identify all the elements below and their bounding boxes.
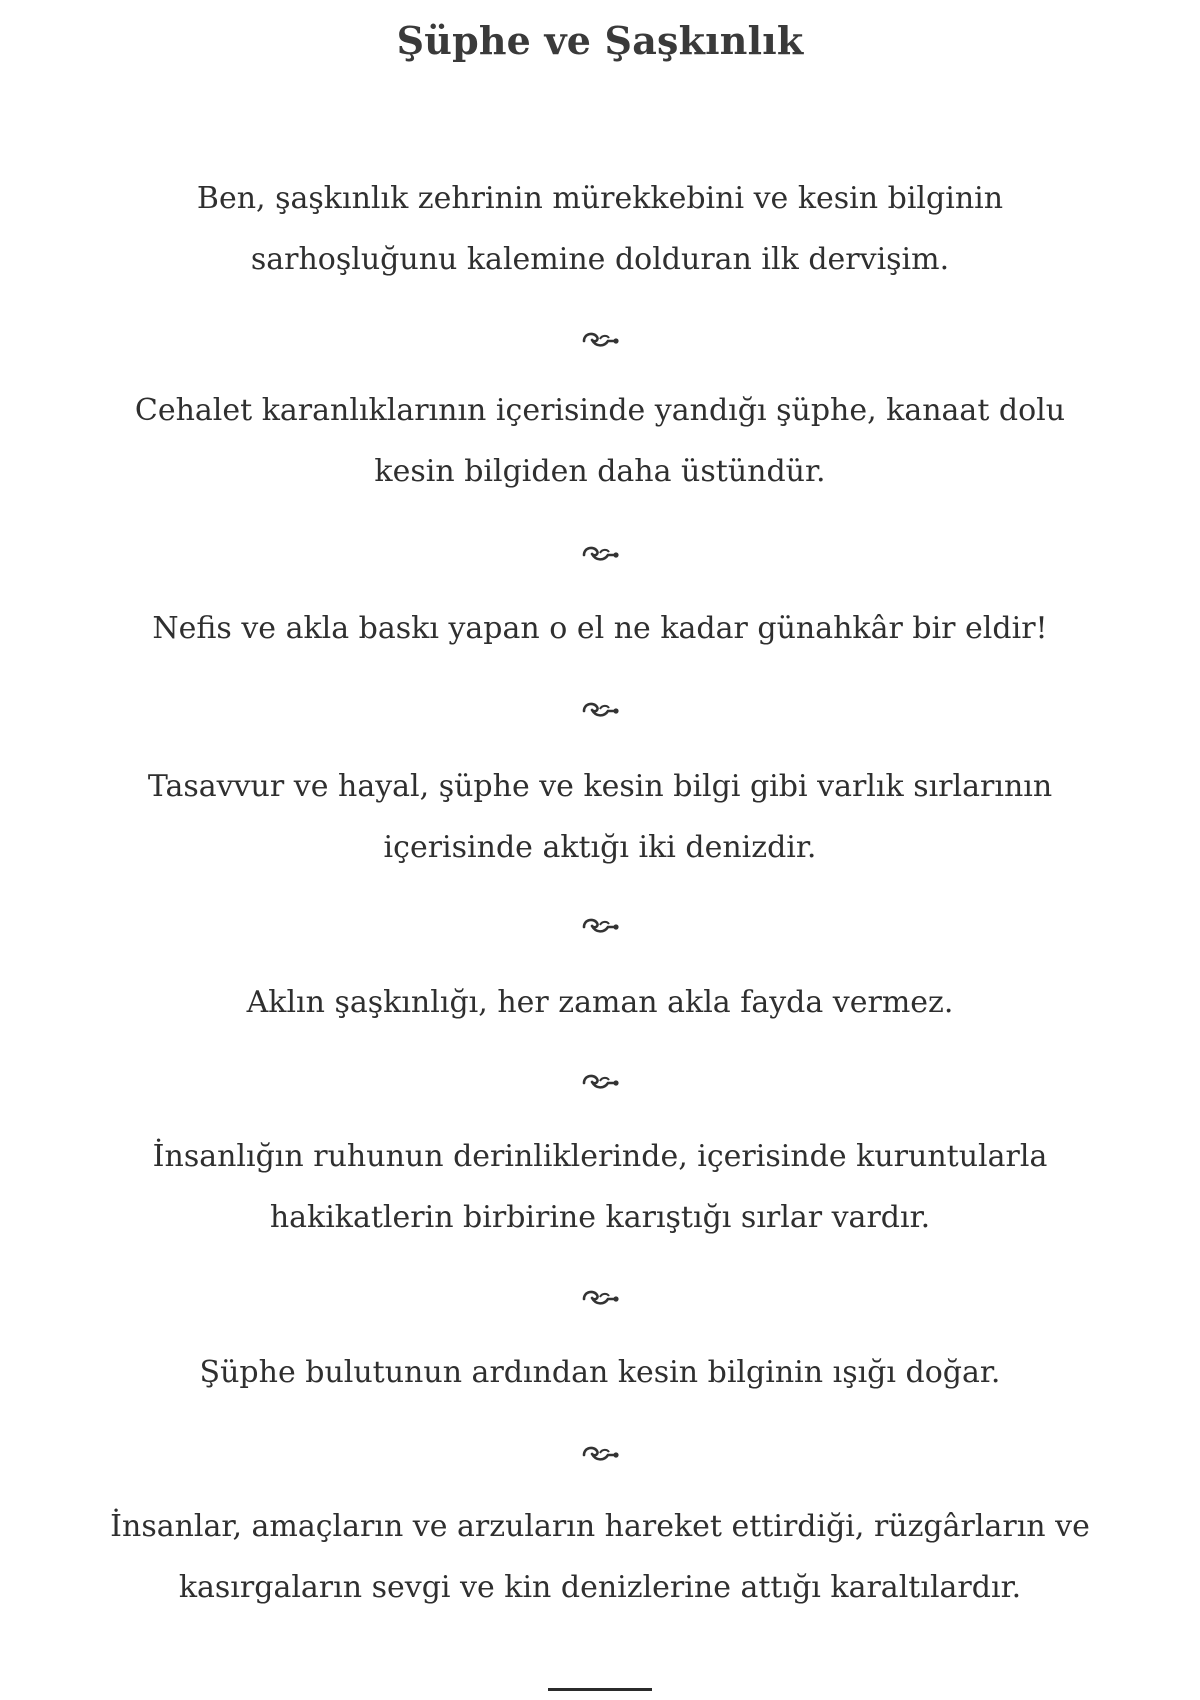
aphorism-1: Ben, şaşkınlık zehrinin mürekkebini ve kesin bilginin sarhoşluğunu kalemine dolduran ilk dervişim. bbox=[196, 181, 1004, 277]
fleuron-icon bbox=[0, 912, 1200, 942]
aphorism-7: Şüphe bulutunun ardından kesin bilginin ışığı doğar. bbox=[199, 1355, 1001, 1390]
fleuron-icon bbox=[0, 1284, 1200, 1314]
fleuron-icon bbox=[0, 1068, 1200, 1098]
aphorism-3: Nefis ve akla baskı yapan o el ne kadar günahkâr bir eldir! bbox=[152, 611, 1048, 646]
aphorism-2: Cehalet karanlıklarının içerisinde yandığı şüphe, kanaat dolu kesin bilgiden daha üstündür. bbox=[134, 393, 1066, 489]
fleuron-icon bbox=[0, 326, 1200, 356]
aphorism-5: Aklın şaşkınlığı, her zaman akla fayda vermez. bbox=[246, 985, 954, 1020]
aphorism-8: İnsanlar, amaçların ve arzuların hareket ettirdiği, rüzgârların ve kasırgaların sevgi ve kin denizlerine attığı karaltılardır. bbox=[110, 1509, 1090, 1605]
fleuron-icon bbox=[0, 540, 1200, 570]
aphorism-4: Tasavvur ve hayal, şüphe ve kesin bilgi gibi varlık sırlarının içerisinde aktığı iki denizdir. bbox=[147, 769, 1053, 865]
page-title: Şüphe ve Şaşkınlık bbox=[396, 18, 804, 63]
aphorism-6: İnsanlığın ruhunun derinliklerinde, içerisinde kuruntularla hakikatlerin birbirine karıştığı sırlar vardır. bbox=[152, 1139, 1048, 1235]
fleuron-icon bbox=[0, 696, 1200, 726]
end-rule bbox=[548, 1688, 652, 1691]
fleuron-icon bbox=[0, 1440, 1200, 1470]
